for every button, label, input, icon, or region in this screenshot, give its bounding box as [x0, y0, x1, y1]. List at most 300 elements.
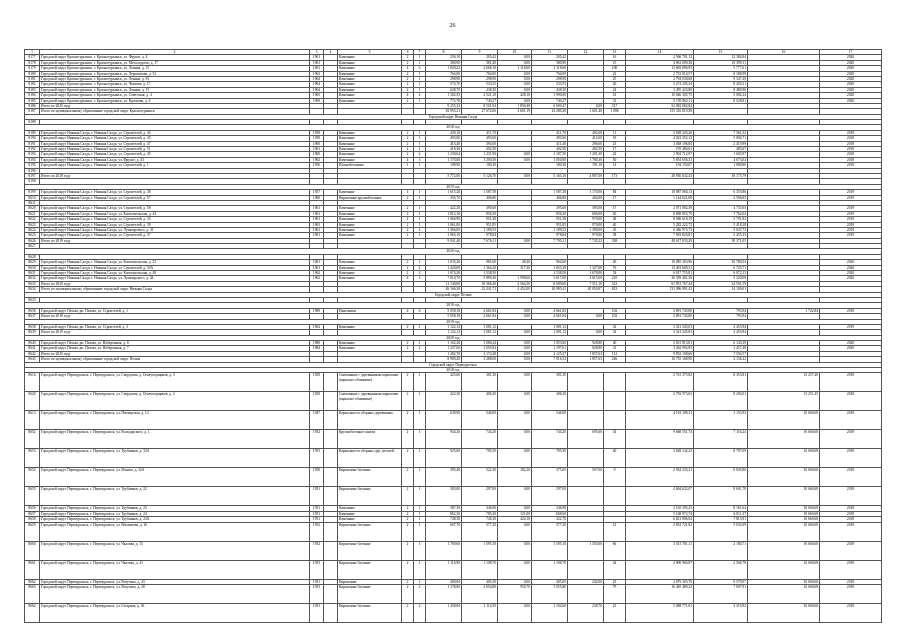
- table-cell: 2: [402, 217, 414, 222]
- table-cell: 2018: [820, 373, 882, 392]
- table-cell: 2: [402, 411, 414, 430]
- table-cell: 3 362 902,85: [626, 346, 694, 351]
- table-cell: [604, 411, 626, 430]
- table-cell: 1989: [310, 308, 324, 313]
- table-cell: 1961: [310, 211, 324, 216]
- table-row: [25, 560, 882, 579]
- table-cell: [604, 392, 626, 411]
- table-cell: 1953: [310, 585, 324, 604]
- table-cell: 934,20: [426, 430, 462, 449]
- table-cell: 7 916,52: [532, 357, 568, 362]
- table-cell: 8635: [25, 297, 40, 302]
- table-cell: 8177: [25, 55, 40, 60]
- table-cell: Каменные: [338, 265, 402, 270]
- table-cell: [324, 449, 338, 468]
- table-cell: 2018: [820, 147, 882, 152]
- column-number: 12: [568, 50, 604, 55]
- table-cell: 1 189,53: [532, 227, 568, 232]
- table-cell: 2: [402, 98, 414, 103]
- table-cell: 546,00: [532, 411, 568, 430]
- table-cell: 9 041,40: [426, 238, 462, 243]
- table-cell: 1952: [310, 430, 324, 449]
- table-cell: 406,30: [532, 392, 568, 411]
- table-cell: 1984: [310, 346, 324, 351]
- table-cell: 4 673,02: [694, 157, 748, 162]
- table-cell: 8652: [25, 430, 40, 449]
- table-cell: 4 661,84: [532, 314, 568, 319]
- table-cell: 1: [414, 222, 426, 227]
- table-cell: 1 012,10: [426, 211, 462, 216]
- table-row: [25, 487, 882, 506]
- table-cell: 10 660,68: [748, 468, 820, 487]
- table-cell: 1953: [310, 604, 324, 623]
- table-cell: 1 053,20: [532, 265, 568, 270]
- table-cell: 2020: [820, 276, 882, 281]
- table-cell: 4: [402, 308, 414, 313]
- table-cell: 1961: [310, 66, 324, 71]
- table-cell: [568, 392, 604, 411]
- table-cell: 1: [414, 260, 426, 265]
- table-cell: 2: [414, 346, 426, 351]
- table-cell: 1 081,12: [532, 330, 568, 335]
- table-cell: 406,80: [532, 195, 568, 200]
- table-cell: 1: [414, 341, 426, 346]
- table-cell: 1 998,60: [498, 276, 532, 281]
- table-cell: 1960: [310, 152, 324, 157]
- table-cell: Городской округ Нижняя Салда, г. Нижняя Салда, ул. Комсомольская, д. 44: [40, 211, 310, 216]
- table-cell: Каменные: [338, 141, 402, 146]
- table-cell: 7 003 825,81: [626, 233, 694, 238]
- table-cell: 48: [604, 217, 626, 222]
- table-cell: 2: [402, 130, 414, 135]
- table-cell: 7 594,57: [694, 351, 748, 356]
- table-cell: 4: [402, 93, 414, 98]
- table-cell: 418,30: [426, 147, 462, 152]
- table-cell: 404,00: [568, 195, 604, 200]
- table-cell: 1 066,90: [426, 217, 462, 222]
- table-cell: 5 889,40: [462, 276, 498, 281]
- column-number: 2: [40, 50, 310, 55]
- table-cell: 16: [604, 55, 626, 60]
- table-cell: 18 175,79: [694, 173, 748, 178]
- table-cell: 48,40: [498, 260, 532, 265]
- table-cell: 3 288,00: [462, 357, 498, 362]
- table-cell: 375,00: [532, 468, 568, 487]
- table-cell: 5 094,71: [694, 136, 748, 141]
- table-cell: 8642: [25, 351, 40, 356]
- table-cell: 8664: [25, 604, 40, 623]
- table-cell: 10 399,11: [694, 60, 748, 65]
- table-cell: Каменные: [338, 222, 402, 227]
- table-cell: 6 143,39: [694, 341, 748, 346]
- table-cell: 1 053,60: [532, 341, 568, 346]
- table-cell: 422,20: [426, 206, 462, 211]
- table-cell: 793,94: [694, 308, 748, 313]
- table-cell: 1: [414, 60, 426, 65]
- table-cell: 8198: [25, 179, 40, 184]
- table-cell: 1: [414, 522, 426, 541]
- table-cell: 8 489,96: [694, 87, 748, 92]
- table-cell: Городской округ Пелым, рп. Пелым, ул. Набережная, д. 8: [40, 341, 310, 346]
- table-row: [25, 411, 882, 430]
- table-cell: 8191: [25, 141, 40, 146]
- table-cell: 9 255,33: [426, 103, 462, 108]
- table-cell: 402,50: [462, 147, 498, 152]
- table-cell: 2: [402, 585, 414, 604]
- table-cell: 1: [414, 560, 426, 579]
- table-cell: 10 660,68: [748, 517, 820, 522]
- table-cell: 402,50: [568, 147, 604, 152]
- table-cell: [324, 560, 338, 579]
- table-cell: 2: [402, 147, 414, 152]
- table-cell: 2 564,30: [498, 281, 532, 286]
- table-cell: 2 900 984,87: [626, 560, 694, 579]
- table-cell: 1952: [310, 541, 324, 560]
- table-cell: 61: [604, 93, 626, 98]
- table-cell: Каменные: [338, 147, 402, 152]
- table-cell: 2: [402, 341, 414, 346]
- table-cell: 84: [604, 190, 626, 195]
- table-cell: 5 320,08: [694, 276, 748, 281]
- table-cell: 24 591,59: [694, 281, 748, 286]
- table-cell: 8184: [25, 93, 40, 98]
- table-cell: Городской округ Краснотурьинск, г. Краснотурьинск, ул. Чкалова, д. 17: [40, 82, 310, 87]
- table-row: [25, 468, 882, 487]
- table-cell: 2: [414, 227, 426, 232]
- table-cell: 8614: [25, 373, 40, 392]
- table-cell: Каменные: [338, 217, 402, 222]
- table-cell: 1 678,00: [568, 271, 604, 276]
- section-heading: Городской округ Пелым: [25, 292, 882, 297]
- table-cell: 1 080,80: [694, 163, 748, 168]
- table-cell: 2: [414, 585, 426, 604]
- table-cell: 1951: [310, 511, 324, 516]
- column-number: 4: [324, 50, 338, 55]
- table-cell: 14: [604, 163, 626, 168]
- table-cell: 1957: [310, 190, 324, 195]
- table-cell: 31: [604, 346, 626, 351]
- table-cell: Городской округ Пелым, рп. Пелым, ул. Строителей, д. 3: [40, 324, 310, 329]
- table-cell: 2018: [820, 522, 882, 541]
- table-cell: 1 674,20: [426, 271, 462, 276]
- table-cell: 1961: [310, 206, 324, 211]
- table-cell: Городской округ Краснотурьинск, г. Краснотурьинск, ул. Ленина, д. 81: [40, 76, 310, 81]
- table-cell: 1 230,64: [426, 152, 462, 157]
- table-cell: 1 055,80: [532, 585, 568, 604]
- table-cell: 2: [402, 152, 414, 157]
- table-cell: 2019: [820, 227, 882, 232]
- table-cell: 2018: [820, 517, 882, 522]
- table-cell: 2 566,78: [694, 560, 748, 579]
- table-cell: 1: [414, 163, 426, 168]
- table-cell: 3 028 443,26: [626, 130, 694, 135]
- table-cell: 9: [604, 468, 626, 487]
- table-cell: 1: [414, 468, 426, 487]
- table-cell: 1 595,10: [462, 541, 498, 560]
- table-cell: 15: [604, 60, 626, 65]
- table-cell: 746,30: [462, 517, 498, 522]
- table-cell: 8623: [25, 222, 40, 227]
- table-cell: 1947: [310, 411, 324, 430]
- table-cell: 180,30: [532, 163, 568, 168]
- table-cell: 8613: [25, 411, 40, 430]
- table-cell: Городской округ Краснотурьинск, г. Краснотурьинск, ул. Ленина, д. 15: [40, 66, 310, 71]
- table-cell: Городской округ Нижняя Салда, г. Нижняя Салда, ул. Строителей, д. 45: [40, 136, 310, 141]
- table-cell: 8662: [25, 579, 40, 584]
- table-cell: 8658: [25, 517, 40, 522]
- table-cell: 121,00: [498, 511, 532, 516]
- table-cell: 8629: [25, 260, 40, 265]
- table-cell: 1: [414, 487, 426, 506]
- table-cell: 0,00: [568, 330, 604, 335]
- table-cell: 1 200,50: [462, 157, 498, 162]
- table-cell: 1 086,44: [462, 341, 498, 346]
- table-cell: 0,00: [498, 98, 532, 103]
- table-cell: 4 453,94: [694, 324, 748, 329]
- table-cell: 2: [402, 195, 414, 200]
- table-cell: 1961: [310, 260, 324, 265]
- table-cell: 2020: [820, 60, 882, 65]
- table-cell: 395,40: [426, 468, 462, 487]
- table-cell: Каменные: [338, 66, 402, 71]
- table-cell: 8197: [25, 173, 40, 178]
- table-cell: Итого по 2020 году: [40, 351, 310, 356]
- table-cell: 1 601,40: [568, 109, 604, 114]
- table-cell: 395,60: [532, 206, 568, 211]
- table-cell: 409,00: [426, 579, 462, 584]
- table-cell: 1 904 712,97: [626, 152, 694, 157]
- table-cell: 970,00: [568, 217, 604, 222]
- table-cell: Каменные: [338, 60, 402, 65]
- table-cell: 9 347,49: [694, 76, 748, 81]
- table-cell: 630,90: [426, 411, 462, 430]
- table-cell: 2: [402, 265, 414, 270]
- table-cell: 1: [402, 163, 414, 168]
- table-cell: Каменные: [338, 271, 402, 276]
- table-cell: 8625: [25, 233, 40, 238]
- table-cell: 1 850,40: [498, 103, 532, 108]
- table-cell: 2019: [820, 222, 882, 227]
- table-cell: 180,30: [462, 163, 498, 168]
- table-cell: 2018: [820, 449, 882, 468]
- table-cell: 2: [402, 136, 414, 141]
- table-cell: 20 985,41: [532, 287, 568, 292]
- table-cell: 131 096 991,43: [626, 287, 694, 292]
- table-cell: 1929: [310, 373, 324, 392]
- table-cell: 21: [604, 604, 626, 623]
- table-cell: 607,70: [426, 522, 462, 541]
- table-cell: 10 660,68: [748, 585, 820, 604]
- table-row: [25, 522, 882, 541]
- table-cell: 1 104,60: [532, 604, 568, 623]
- table-cell: 1962: [310, 324, 324, 329]
- table-cell: 3 274 205,34: [626, 82, 694, 87]
- table-cell: 381,30: [462, 373, 498, 392]
- table-cell: 346,90: [532, 506, 568, 511]
- table-cell: 2018: [820, 152, 882, 157]
- table-cell: 1 118,60: [498, 66, 532, 71]
- table-cell: 1 420,00: [426, 265, 462, 270]
- table-cell: 8626: [25, 238, 40, 243]
- table-cell: 2: [402, 211, 414, 216]
- table-cell: 1962: [310, 276, 324, 281]
- table-cell: 0,00: [498, 76, 532, 81]
- table-cell: Каменные: [338, 190, 402, 195]
- table-cell: 1: [414, 98, 426, 103]
- table-body: [25, 50, 882, 623]
- table-cell: 346,90: [462, 506, 498, 511]
- table-cell: 1 035,20: [426, 260, 462, 265]
- table-cell: 5 088 771,81: [626, 604, 694, 623]
- table-cell: 2020: [820, 98, 882, 103]
- table-cell: 1961: [310, 60, 324, 65]
- table-cell: 2019: [820, 211, 882, 216]
- table-cell: 194 150,07: [626, 163, 694, 168]
- table-cell: Городской округ Первоуральск, г. Первоуральск, ул. Володарского, д. 1: [40, 430, 310, 449]
- table-cell: 2 794 038,68: [626, 76, 694, 81]
- table-cell: 2 136,22: [694, 357, 748, 362]
- column-number: 6: [402, 50, 414, 55]
- table-cell: 970,00: [568, 222, 604, 227]
- table-cell: 1962: [310, 157, 324, 162]
- table-cell: Городской округ Нижняя Салда, г. Нижняя Салда, ул. Комсомольская, д. 52: [40, 260, 310, 265]
- table-cell: 3: [414, 276, 426, 281]
- table-cell: 2020: [820, 55, 882, 60]
- table-cell: Кирпичные: [338, 579, 402, 584]
- table-cell: 66: [604, 541, 626, 560]
- table-cell: 395,00: [568, 206, 604, 211]
- table-cell: 2: [402, 468, 414, 487]
- table-cell: 5 058,18: [426, 308, 462, 313]
- table-cell: 2 180,71: [694, 541, 748, 560]
- table-cell: 2019: [820, 324, 882, 329]
- table-cell: 21: [604, 522, 626, 541]
- table-cell: 1 144 621,08: [626, 195, 694, 200]
- table-cell: 8 989,20: [426, 357, 462, 362]
- table-cell: 1 118,60: [532, 66, 568, 71]
- table-cell: 1 081,12: [462, 330, 498, 335]
- table-cell: 1951: [310, 579, 324, 584]
- table-cell: 1 108,70: [532, 560, 568, 579]
- table-cell: 1969: [310, 98, 324, 103]
- table-cell: 43: [604, 227, 626, 232]
- table-cell: 381,30: [532, 373, 568, 392]
- table-cell: 8622: [25, 217, 40, 222]
- table-cell: Итого по 2020 году: [40, 103, 310, 108]
- table-cell: 198,90: [426, 163, 462, 168]
- table-cell: 2019: [820, 217, 882, 222]
- table-cell: 317: [604, 103, 626, 108]
- table-cell: [324, 487, 338, 506]
- table-cell: 296,60: [568, 141, 604, 146]
- table-cell: 14 109,01: [694, 287, 748, 292]
- table-cell: 1: [414, 55, 426, 60]
- table-cell: 533,55: [532, 82, 568, 87]
- table-cell: 8657: [25, 511, 40, 516]
- table-cell: [324, 430, 338, 449]
- table-cell: 4 453,94: [694, 330, 748, 335]
- table-cell: 1: [414, 130, 426, 135]
- table-cell: Каменные: [338, 233, 402, 238]
- table-cell: 5 163,10: [532, 173, 568, 178]
- table-cell: Городской округ Пелым, рп. Пелым, ул. Строителей, д. 1: [40, 308, 310, 313]
- table-cell: 8660: [25, 541, 40, 560]
- table-cell: 7 813,91: [694, 517, 748, 522]
- table-cell: 1 081,12: [532, 324, 568, 329]
- table-cell: 978,84: [462, 233, 498, 238]
- table-cell: [324, 604, 338, 623]
- table-cell: 981,60: [462, 260, 498, 265]
- table-cell: 1 364,20: [462, 265, 498, 270]
- table-cell: Городской округ Первоуральск, г. Первоуральск, ул. Трубников, д. 23: [40, 506, 310, 511]
- table-cell: Смешанные с деревянными каркасами (каркасно-обшивные): [338, 373, 402, 392]
- table-cell: 0,00: [498, 604, 532, 623]
- table-cell: 1 595,10: [532, 541, 568, 560]
- table-cell: 6 355,86: [694, 190, 748, 195]
- table-cell: 0,00: [498, 560, 532, 579]
- section-heading: 2020 год: [25, 335, 882, 340]
- table-cell: 8196: [25, 168, 40, 173]
- table-cell: 406,30: [462, 392, 498, 411]
- table-cell: 205,42: [462, 55, 498, 60]
- table-cell: 246: [604, 357, 626, 362]
- table-cell: 577,20: [462, 522, 498, 541]
- table-cell: 4 661,84: [532, 308, 568, 313]
- table-cell: 48 617 033,29: [626, 238, 694, 243]
- table-cell: 54: [604, 271, 626, 276]
- table-cell: 8188: [25, 120, 40, 125]
- table-cell: 2018: [820, 430, 882, 449]
- table-cell: 8637: [25, 314, 40, 319]
- table-cell: 7 762,04: [694, 211, 748, 216]
- table-cell: 2: [402, 449, 414, 468]
- table-cell: Городской округ Первоуральск, г. Первоуральск, ул. Чкалова, д. 15: [40, 541, 310, 560]
- table-cell: 4 163 189,31: [626, 411, 694, 430]
- table-cell: Городской округ Нижняя Салда, г. Нижняя Салда, ул. Фрунзе, д. 43: [40, 157, 310, 162]
- table-cell: 2020: [820, 82, 882, 87]
- table-cell: Городской округ Пелым, рп. Пелым, ул. Набережная, д. 7: [40, 346, 310, 351]
- table-cell: 3 651 813,81: [626, 341, 694, 346]
- table-cell: Кирпичные блочные: [338, 541, 402, 560]
- table-cell: 1961: [310, 222, 324, 227]
- table-cell: 402,60: [568, 130, 604, 135]
- table-cell: 1 615,20: [426, 190, 462, 195]
- table-cell: 785,50: [532, 449, 568, 468]
- table-cell: Каменные: [338, 517, 402, 522]
- table-cell: 428,10: [498, 93, 532, 98]
- table-cell: 3: [414, 157, 426, 162]
- table-cell: Каменные: [338, 136, 402, 141]
- table-cell: 8624: [25, 227, 40, 232]
- table-cell: Городской округ Нижняя Салда, г. Нижняя Салда, ул. Луначарского, д. 41: [40, 227, 310, 232]
- table-cell: 4: [414, 93, 426, 98]
- table-cell: 13 251,45: [748, 392, 820, 411]
- table-cell: 1: [414, 449, 426, 468]
- table-cell: Каменные: [338, 506, 402, 511]
- table-cell: 8627: [25, 244, 40, 249]
- table-cell: Городской округ Первоуральск, г. Первоуральск, ул. Ильича, д. 32А: [40, 468, 310, 487]
- table-cell: 1 237,60: [426, 346, 462, 351]
- table-cell: 7 511,10: [568, 281, 604, 286]
- table-cell: 1 201,30: [568, 152, 604, 157]
- table-cell: 2018: [820, 411, 882, 430]
- table-cell: [568, 487, 604, 506]
- table-cell: 173: [604, 173, 626, 178]
- table-cell: 5 418,28: [694, 222, 748, 227]
- table-cell: 0,00: [498, 487, 532, 506]
- table-cell: 210: [604, 276, 626, 281]
- table-cell: 1 197,61: [532, 346, 568, 351]
